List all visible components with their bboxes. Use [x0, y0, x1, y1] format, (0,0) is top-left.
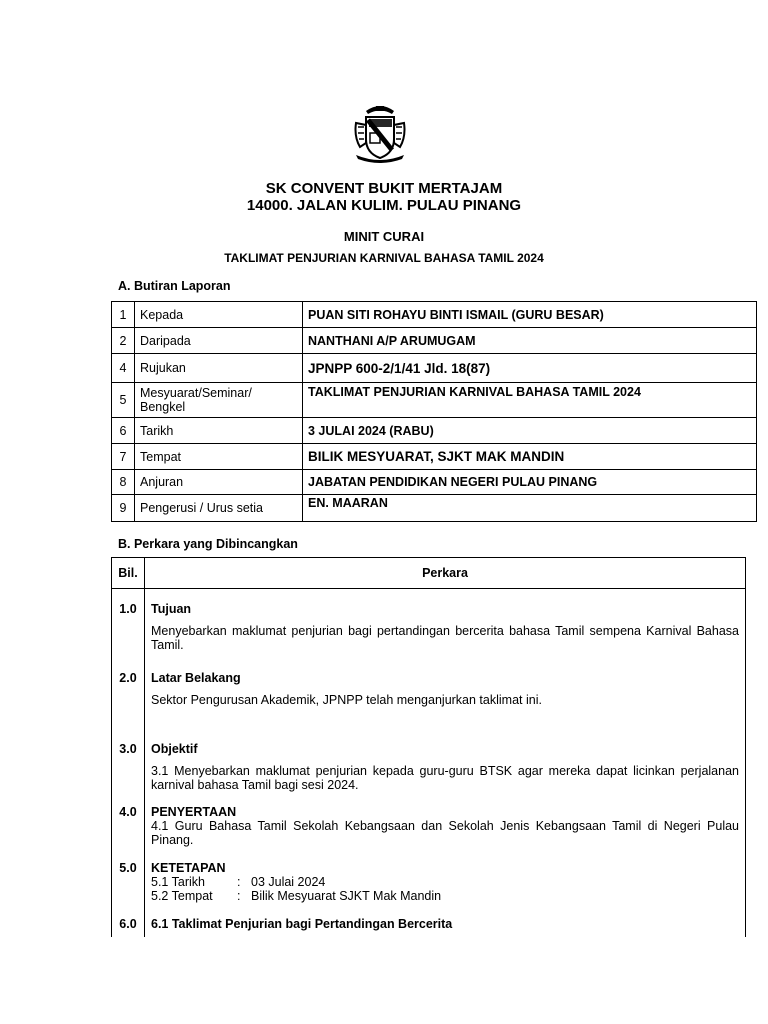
table-row: [112, 302, 757, 328]
column-divider: [144, 558, 145, 937]
row-label: Anjuran: [135, 470, 303, 495]
row-label: Pengerusi / Urus setia: [135, 495, 303, 522]
row-number: 5: [112, 383, 135, 418]
item-text: 3.1 Menyebarkan maklumat penjurian kepada guru-guru BTSK agar mereka dapat licinkan perjalanan karnival bahasa Tamil bagi sesi 2024.: [151, 764, 739, 792]
item-text: 4.1 Guru Bahasa Tamil Sekolah Kebangsaan dan Sekolah Jenis Kebangsaan Tamil di Negeri Pulau Pinang.: [151, 819, 739, 847]
row-value: JABATAN PENDIDIKAN NEGERI PULAU PINANG: [303, 470, 757, 495]
kv-row: [151, 889, 739, 903]
discussion-table: [111, 557, 746, 937]
item-number: 3.0: [119, 742, 137, 756]
item-title: Tujuan: [151, 602, 192, 616]
row-number: 7: [112, 444, 135, 470]
table-row: [112, 418, 757, 444]
kv-colon: :: [237, 889, 241, 903]
item-number: 4.0: [119, 805, 137, 819]
row-number: 6: [112, 418, 135, 444]
item-number: 2.0: [119, 671, 137, 685]
header-divider: [112, 588, 745, 589]
kv-value: Bilik Mesyuarat SJKT Mak Mandin: [251, 889, 442, 903]
table-row: [112, 470, 757, 495]
school-name: SK CONVENT BUKIT MERTAJAM: [265, 180, 503, 197]
table-row: [112, 495, 757, 522]
column-header-perkara: Perkara: [422, 566, 468, 580]
row-number: 8: [112, 470, 135, 495]
item-title: KETETAPAN: [151, 861, 226, 875]
item-title: PENYERTAAN: [151, 805, 237, 819]
row-value: JPNPP 600-2/1/41 Jld. 18(87): [303, 354, 757, 383]
row-number: 2: [112, 328, 135, 354]
kv-colon: :: [237, 875, 241, 889]
table-row: [112, 383, 757, 418]
row-number: 1: [112, 302, 135, 328]
kv-row: [151, 875, 739, 889]
school-address: 14000. JALAN KULIM. PULAU PINANG: [246, 197, 522, 214]
section-b-heading: B. Perkara yang Dibincangkan: [118, 537, 298, 551]
row-label: Tarikh: [135, 418, 303, 444]
row-label: Mesyuarat/Seminar/ Bengkel: [135, 383, 303, 418]
row-label: Rujukan: [135, 354, 303, 383]
row-value: TAKLIMAT PENJURIAN KARNIVAL BAHASA TAMIL 2024: [303, 383, 757, 418]
row-value: NANTHANI A/P ARUMUGAM: [303, 328, 757, 354]
document-type: MINIT CURAI: [343, 229, 425, 244]
table-row: [112, 444, 757, 470]
row-number: 9: [112, 495, 135, 522]
report-details-table: [111, 301, 757, 522]
item-title: Objektif: [151, 742, 198, 756]
row-value: PUAN SITI ROHAYU BINTI ISMAIL (GURU BESAR): [303, 302, 757, 328]
document-title: TAKLIMAT PENJURIAN KARNIVAL BAHASA TAMIL 2024: [224, 251, 544, 265]
column-header-bil: Bil.: [118, 566, 138, 580]
row-value: BILIK MESYUARAT, SJKT MAK MANDIN: [303, 444, 757, 470]
kv-key: 5.2 Tempat: [151, 889, 213, 903]
table-row: [112, 328, 757, 354]
kv-key: 5.1 Tarikh: [151, 875, 205, 889]
row-label: Tempat: [135, 444, 303, 470]
row-label: Kepada: [135, 302, 303, 328]
section-a-heading: A. Butiran Laporan: [118, 279, 231, 293]
item-number: 1.0: [119, 602, 137, 616]
item-title: 6.1 Taklimat Penjurian bagi Pertandingan Bercerita: [151, 917, 453, 931]
item-text: Sektor Pengurusan Akademik, JPNPP telah menganjurkan taklimat ini.: [151, 693, 542, 707]
row-number: 4: [112, 354, 135, 383]
item-number: 5.0: [119, 861, 137, 875]
table-row: [112, 354, 757, 383]
kv-value: 03 Julai 2024: [251, 875, 326, 889]
item-text: Menyebarkan maklumat penjurian bagi pertandingan bercerita bahasa Tamil sempena Karnival Bahasa Tamil.: [151, 624, 739, 652]
row-value: 3 JULAI 2024 (RABU): [303, 418, 757, 444]
school-crest: [352, 103, 408, 165]
item-title: Latar Belakang: [151, 671, 241, 685]
row-value: EN. MAARAN: [303, 495, 757, 522]
item-number: 6.0: [119, 917, 137, 931]
row-label: Daripada: [135, 328, 303, 354]
